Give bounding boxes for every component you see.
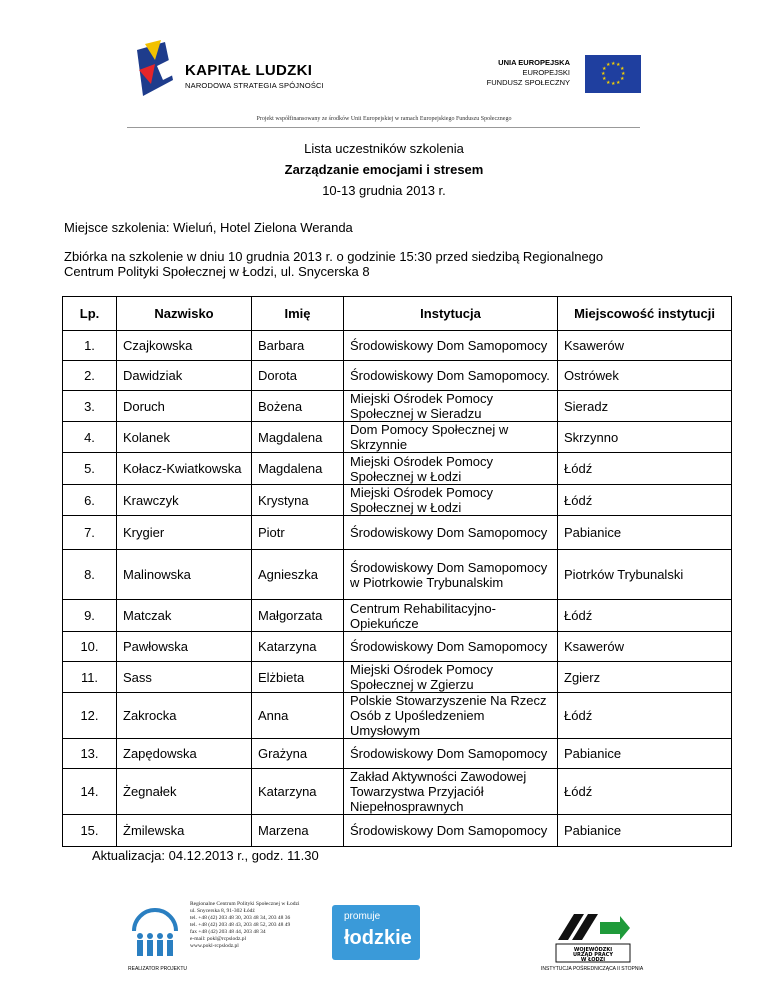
cell-lp: 11. — [63, 662, 117, 693]
svg-text:★: ★ — [602, 76, 607, 82]
cell-lp: 6. — [63, 485, 117, 516]
course-dates: 10-13 grudnia 2013 r. — [322, 183, 446, 198]
eu-label — [470, 58, 570, 88]
cell-lp: 12. — [63, 693, 117, 739]
cell-surname: Malinowska — [117, 550, 252, 600]
cell-institution: Środowiskowy Dom Samopomocy — [344, 331, 558, 361]
kapital-ludzki-title: KAPITAŁ LUDZKI — [185, 62, 313, 79]
rcps-address-line: ul. Snycerska 8, 91-302 Łódź — [190, 908, 255, 914]
cell-institution: Centrum Rehabilitacyjno-Opiekuńcze — [344, 600, 558, 632]
document-heading: Lista uczestników szkolenia — [304, 141, 464, 156]
cell-first-name: Elżbieta — [252, 662, 344, 693]
cell-surname: Kołacz-Kwiatkowska — [117, 453, 252, 485]
eu-line-1: UNIA EUROPEJSKA — [498, 58, 570, 67]
cell-locality: Ostrówek — [558, 361, 732, 391]
cell-locality: Łódź — [558, 769, 732, 815]
cell-lp: 5. — [63, 453, 117, 485]
cell-locality: Łódź — [558, 693, 732, 739]
wup-lodz-logo — [554, 906, 632, 964]
cell-surname: Krygier — [117, 516, 252, 550]
cell-institution: Środowiskowy Dom Samopomocy — [344, 632, 558, 662]
svg-text:★: ★ — [616, 62, 621, 68]
cell-lp: 9. — [63, 600, 117, 632]
header-locality: Miejscowość instytucji — [558, 297, 732, 331]
cell-first-name: Bożena — [252, 391, 344, 422]
svg-text:WOJEWÓDZKI: WOJEWÓDZKI — [573, 947, 613, 953]
table-row — [63, 453, 732, 485]
cell-first-name: Katarzyna — [252, 632, 344, 662]
cell-institution: Polskie Stowarzyszenie Na Rzecz Osób z Upośledzeniem Umysłowym — [344, 693, 558, 739]
cell-surname: Sass — [117, 662, 252, 693]
svg-text:★: ★ — [611, 81, 616, 87]
cell-lp: 7. — [63, 516, 117, 550]
cell-locality: Sieradz — [558, 391, 732, 422]
table-row — [63, 550, 732, 600]
cell-institution: Środowiskowy Dom Samopomocy — [344, 516, 558, 550]
cell-first-name: Agnieszka — [252, 550, 344, 600]
kapital-ludzki-logo — [135, 40, 181, 102]
rcps-address-line: fax +48 (42) 203 48 44, 203 48 34 — [190, 929, 266, 935]
meeting-info-line-2: Centrum Polityki Społecznej w Łodzi, ul. Snycerska 8 — [64, 264, 370, 279]
rcps-logo — [130, 903, 180, 963]
svg-text:★: ★ — [620, 66, 625, 72]
table-header-row — [63, 297, 732, 331]
cell-surname: Doruch — [117, 391, 252, 422]
table-row — [63, 693, 732, 739]
rcps-address-line: e-mail: pokl@rcpslodz.pl — [190, 936, 247, 942]
cell-institution: Miejski Ośrodek Pomocy Społecznej w Łodzi — [344, 453, 558, 485]
cell-locality: Ksawerów — [558, 331, 732, 361]
cell-surname: Kolanek — [117, 422, 252, 453]
header-divider — [127, 127, 640, 128]
cell-lp: 8. — [63, 550, 117, 600]
rcps-address-line: tel. +48 (42) 203 48 43, 203 48 52, 203 48 49 — [190, 922, 291, 928]
cell-institution: Miejski Ośrodek Pomocy Społecznej w Łodzi — [344, 485, 558, 516]
cell-lp: 3. — [63, 391, 117, 422]
svg-text:W ŁODZI: W ŁODZI — [580, 957, 606, 963]
cell-surname: Dawidziak — [117, 361, 252, 391]
wup-caption: INSTYTUCJA POŚREDNICZĄCA II STOPNIA — [541, 966, 644, 972]
table-row — [63, 600, 732, 632]
cell-institution: Środowiskowy Dom Samopomocy w Piotrkowie Trybunalskim — [344, 550, 558, 600]
cell-locality: Pabianice — [558, 516, 732, 550]
cell-institution: Miejski Ośrodek Pomocy Społecznej w Sieradzu — [344, 391, 558, 422]
cell-surname: Czajkowska — [117, 331, 252, 361]
meeting-info-line-1: Zbiórka na szkolenie w dniu 10 grudnia 2013 r. o godzinie 15:30 przed siedzibą Regionalnego — [64, 249, 604, 264]
cell-first-name: Anna — [252, 693, 344, 739]
update-note: Aktualizacja: 04.12.2013 r., godz. 11.30 — [92, 848, 319, 863]
svg-text:★: ★ — [620, 76, 625, 82]
cell-locality: Skrzynno — [558, 422, 732, 453]
cell-lp: 10. — [63, 632, 117, 662]
table-row — [63, 662, 732, 693]
kapital-ludzki-subtitle: NARODOWA STRATEGIA SPÓJNOŚCI — [185, 81, 324, 90]
cell-surname: Zapędowska — [117, 739, 252, 769]
cell-first-name: Magdalena — [252, 453, 344, 485]
table-row — [63, 632, 732, 662]
svg-text:URZĄD PRACY: URZĄD PRACY — [573, 952, 613, 958]
cell-first-name: Barbara — [252, 331, 344, 361]
cell-first-name: Dorota — [252, 361, 344, 391]
svg-text:★: ★ — [602, 66, 607, 72]
rcps-address-line: Regionalne Centrum Polityki Społecznej w Łodzi — [190, 901, 300, 907]
cell-first-name: Piotr — [252, 516, 344, 550]
header-lp: Lp. — [63, 297, 117, 331]
rcps-address-line: www.pokl-rcpslodz.pl — [190, 943, 239, 949]
cell-lp: 15. — [63, 815, 117, 847]
rcps-address — [190, 901, 300, 950]
svg-text:★: ★ — [611, 61, 616, 67]
cell-institution: Zakład Aktywności Zawodowej Towarzystwa Przyjaciół Niepełnosprawnych — [344, 769, 558, 815]
cell-locality: Łódź — [558, 600, 732, 632]
table-row — [63, 516, 732, 550]
cell-locality: Łódź — [558, 485, 732, 516]
promuje-logo-text-large: łodzkie — [344, 927, 412, 949]
cell-lp: 4. — [63, 422, 117, 453]
header-first-name: Imię — [252, 297, 344, 331]
cell-institution: Środowiskowy Dom Samopomocy — [344, 739, 558, 769]
course-title: Zarządzanie emocjami i stresem — [284, 162, 484, 177]
cell-institution: Środowiskowy Dom Samopomocy — [344, 815, 558, 847]
table-row — [63, 769, 732, 815]
cell-locality: Ksawerów — [558, 632, 732, 662]
cell-surname: Matczak — [117, 600, 252, 632]
table-row — [63, 422, 732, 453]
cell-first-name: Katarzyna — [252, 769, 344, 815]
cell-locality: Pabianice — [558, 739, 732, 769]
cell-first-name: Krystyna — [252, 485, 344, 516]
cell-surname: Zakrocka — [117, 693, 252, 739]
cell-first-name: Marzena — [252, 815, 344, 847]
promuje-logo-text-small: promuje — [344, 911, 381, 922]
table-row — [63, 391, 732, 422]
table-row — [63, 331, 732, 361]
cofinancing-note: Projekt współfinansowany ze środków Unii Europejskiej w ramach Europejskiego Funduszu Społecznego — [256, 116, 512, 122]
cell-first-name: Magdalena — [252, 422, 344, 453]
rcps-caption: REALIZATOR PROJEKTU — [128, 966, 187, 972]
cell-locality: Zgierz — [558, 662, 732, 693]
cell-lp: 14. — [63, 769, 117, 815]
svg-text:★: ★ — [601, 71, 606, 77]
rcps-address-line: tel. +48 (42) 203 48 30, 203 48 34, 203 48 36 — [190, 915, 291, 921]
cell-institution: Środowiskowy Dom Samopomocy. — [344, 361, 558, 391]
cell-surname: Krawczyk — [117, 485, 252, 516]
table-row — [63, 361, 732, 391]
header-surname: Nazwisko — [117, 297, 252, 331]
cell-institution: Miejski Ośrodek Pomocy Społecznej w Zgierzu — [344, 662, 558, 693]
eu-line-2: EUROPEJSKI — [522, 68, 570, 77]
svg-text:★: ★ — [621, 71, 626, 77]
eu-flag-icon — [585, 55, 641, 93]
svg-text:★: ★ — [606, 80, 611, 86]
svg-text:★: ★ — [616, 80, 621, 86]
table-row — [63, 815, 732, 847]
cell-surname: Pawłowska — [117, 632, 252, 662]
cell-lp: 2. — [63, 361, 117, 391]
participants-table — [62, 296, 732, 847]
cell-institution: Dom Pomocy Społecznej w Skrzynnie — [344, 422, 558, 453]
cell-locality: Pabianice — [558, 815, 732, 847]
training-place: Miejsce szkolenia: Wieluń, Hotel Zielona Weranda — [64, 220, 353, 235]
cell-locality: Piotrków Trybunalski — [558, 550, 732, 600]
cell-lp: 1. — [63, 331, 117, 361]
svg-text:★: ★ — [606, 62, 611, 68]
table-row — [63, 485, 732, 516]
cell-surname: Żmilewska — [117, 815, 252, 847]
cell-lp: 13. — [63, 739, 117, 769]
cell-first-name: Małgorzata — [252, 600, 344, 632]
cell-first-name: Grażyna — [252, 739, 344, 769]
eu-line-3: FUNDUSZ SPOŁECZNY — [486, 78, 570, 87]
cell-locality: Łódź — [558, 453, 732, 485]
header-institution: Instytucja — [344, 297, 558, 331]
cell-surname: Żegnałek — [117, 769, 252, 815]
table-row — [63, 739, 732, 769]
